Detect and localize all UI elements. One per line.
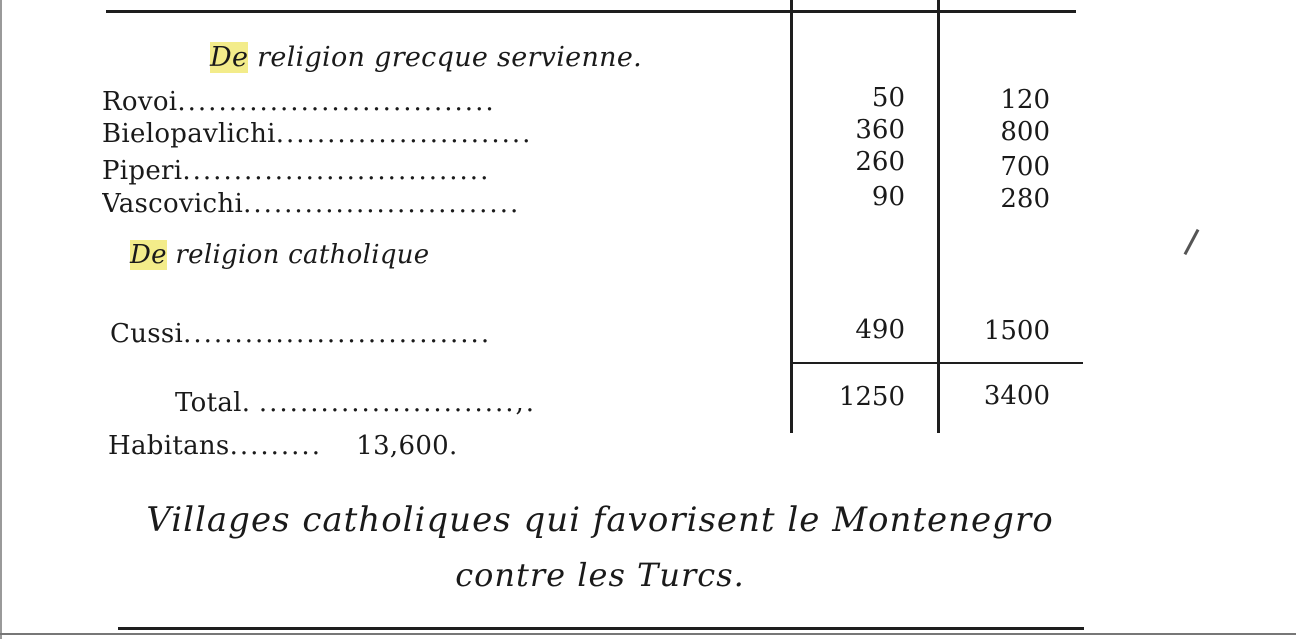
total-value-col1: 1250 bbox=[838, 382, 905, 412]
habitans-value: 13,600. bbox=[356, 431, 458, 461]
section-subtitle: contre les Turcs. bbox=[455, 556, 745, 594]
total-rule bbox=[793, 362, 1083, 364]
highlight-de: De bbox=[130, 240, 167, 270]
column-rule-2 bbox=[937, 0, 940, 433]
bottom-edge bbox=[0, 633, 1296, 635]
row-value-col2: 800 bbox=[1000, 117, 1050, 147]
section-heading-catholic: De religion catholique bbox=[130, 240, 430, 270]
row-value-col1: 50 bbox=[871, 83, 905, 113]
row-name: Vascovichi........................... bbox=[102, 189, 521, 219]
column-rule-1 bbox=[790, 0, 793, 433]
ink-mark bbox=[1184, 229, 1200, 255]
row-value-col1: 90 bbox=[871, 182, 905, 212]
row-name: Cussi.............................. bbox=[110, 319, 492, 349]
section-heading-greek: De religion grecque servienne. bbox=[210, 42, 642, 73]
row-name: Rovoi............................... bbox=[102, 87, 496, 117]
habitans-line: Habitans......... 13,600. bbox=[108, 431, 458, 461]
highlight-de: De bbox=[210, 42, 249, 73]
row-name: Piperi.............................. bbox=[102, 156, 491, 186]
row-value-col2: 700 bbox=[1000, 152, 1050, 182]
page-left-border bbox=[0, 0, 2, 639]
total-row-label: Total. .........................,. bbox=[175, 388, 537, 418]
row-value-col1: 360 bbox=[855, 115, 905, 145]
row-name: Bielopavlichi......................... bbox=[102, 119, 533, 149]
total-value-col2: 3400 bbox=[983, 381, 1050, 411]
row-value-col1: 260 bbox=[855, 147, 905, 177]
section-title: Villages catholiques qui favorisent le Montenegro bbox=[146, 500, 1054, 540]
row-value-col2: 280 bbox=[1000, 184, 1050, 214]
row-value-col1: 490 bbox=[855, 315, 905, 345]
bottom-rule bbox=[118, 627, 1084, 630]
row-value-col2: 1500 bbox=[983, 316, 1050, 346]
row-value-col2: 120 bbox=[1000, 85, 1050, 115]
top-rule bbox=[106, 10, 1076, 13]
